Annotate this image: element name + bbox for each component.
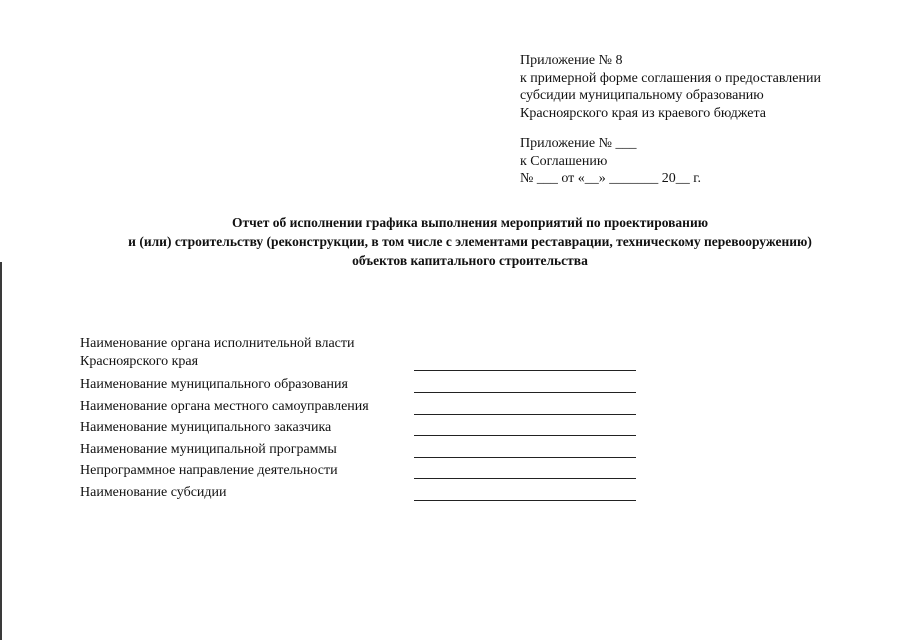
field-executive-body <box>80 338 640 374</box>
field-non-program-direction <box>80 462 640 482</box>
field-local-government <box>80 398 640 418</box>
appendix-main-number: Приложение № 8 <box>520 53 623 68</box>
field-executive-body-line[interactable] <box>414 370 636 371</box>
field-non-program-direction-line[interactable] <box>414 478 636 479</box>
field-subsidy-name-label: Наименование субсидии <box>80 485 227 500</box>
field-municipal-customer-label: Наименование муниципального заказчика <box>80 420 332 435</box>
field-municipality-label: Наименование муниципального образования <box>80 377 348 392</box>
field-local-government-line[interactable] <box>414 414 636 415</box>
field-municipal-customer <box>80 419 640 439</box>
appendix-main-text-1: к примерной форме соглашения о предоставлении <box>520 70 821 86</box>
appendix-main-text-2: субсидии муниципальному образованию <box>520 88 764 103</box>
field-municipality <box>80 376 640 396</box>
field-municipal-program <box>80 441 640 461</box>
appendix-agreement-number: Приложение № ___ <box>520 136 637 151</box>
field-municipal-program-label: Наименование муниципальной программы <box>80 442 337 457</box>
field-municipality-line[interactable] <box>414 392 636 393</box>
report-title-line-2: и (или) строительству (реконструкции, в том числе с элементами реставрации, техническому перевооружению) <box>128 234 812 249</box>
field-executive-body-label: Наименование органа исполнительной власти Красноярского края <box>80 336 355 369</box>
appendix-agreement-block <box>520 135 701 188</box>
field-municipal-program-line[interactable] <box>414 457 636 458</box>
report-title-line-1: Отчет об исполнении графика выполнения мероприятий по проектированию <box>231 215 709 230</box>
report-title-line-3: объектов капитального строительства <box>352 253 588 268</box>
field-subsidy-name-line[interactable] <box>414 500 636 501</box>
page-edge-line <box>0 262 2 640</box>
field-non-program-direction-label: Непрограммное направление деятельности <box>80 463 338 478</box>
field-subsidy-name <box>80 484 640 504</box>
report-title <box>40 213 900 270</box>
appendix-main-block <box>520 52 821 122</box>
appendix-agreement-text: к Соглашению <box>520 153 608 169</box>
appendix-main-text-3: Красноярского края из краевого бюджета <box>520 105 766 121</box>
field-municipal-customer-line[interactable] <box>414 435 636 436</box>
field-local-government-label: Наименование органа местного самоуправления <box>80 399 369 414</box>
appendix-agreement-date: № ___ от «__» _______ 20__ г. <box>520 171 701 186</box>
